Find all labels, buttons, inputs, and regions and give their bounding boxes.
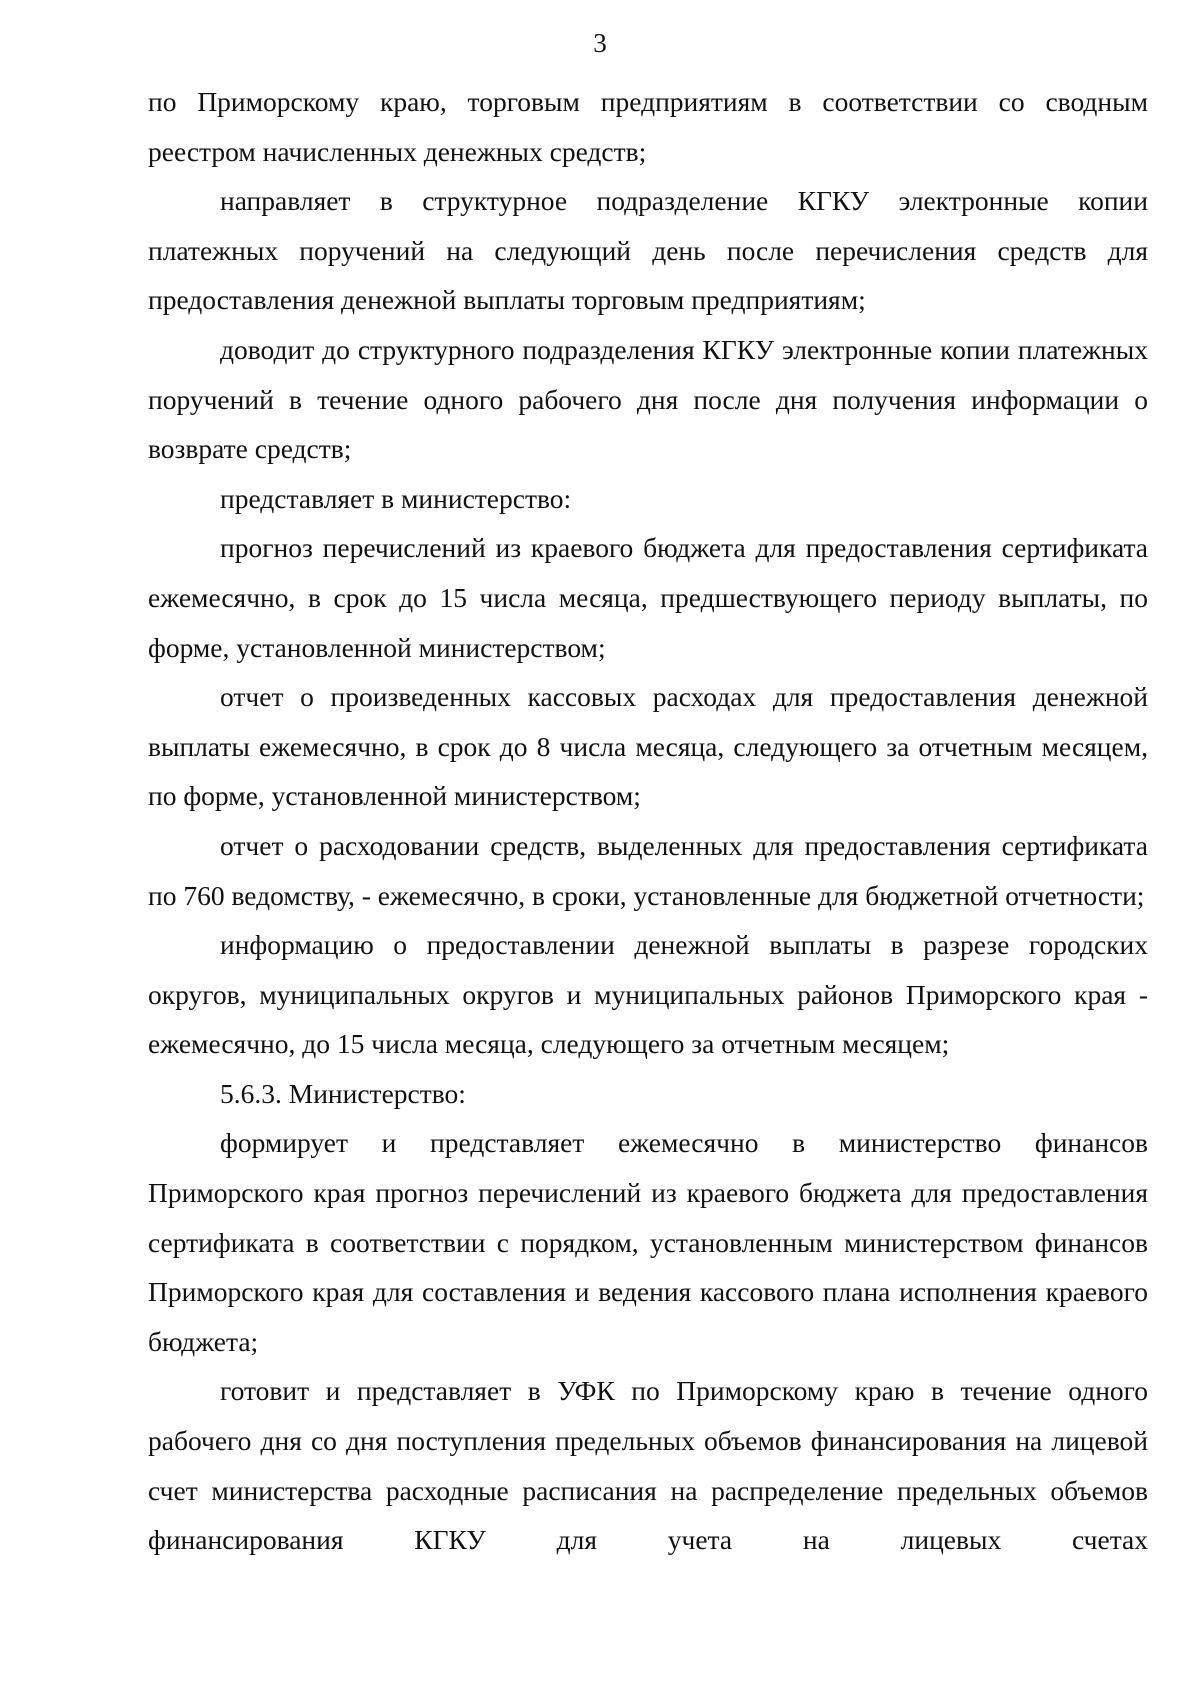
page-number: 3	[593, 28, 607, 58]
document-body	[148, 77, 1148, 1565]
paragraph-ministry-forecast: формирует и представляет ежемесячно в министерство финансов Приморского края прогноз перечислений из краевого бюджета для предоставления сертификата в соответствии с порядком, установленным министерством финансов Приморского края для составления и ведения кассового плана исполнения краевого бюджета;	[148, 1127, 1148, 1357]
paragraph-district-info: информацию о предоставлении денежной выплаты в разрезе городских округов, муниципальных округов и муниципальных районов Приморского края - ежемесячно, до 15 числа месяца, следующего за отчетным месяцем;	[148, 929, 1148, 1060]
paragraph-delivers-copies: доводит до структурного подразделения КГКУ электронные копии платежных поручений в течение одного рабочего дня после дня получения информации о возврате средств;	[148, 333, 1148, 465]
paragraph-spending-report: отчет о расходовании средств, выделенных для предоставления сертификата по 760 ведомству, - ежемесячно, в сроки, установленные для бюджетной отчетности;	[148, 829, 1148, 911]
section-heading-5-6-3: 5.6.3. Министерство:	[220, 1077, 466, 1109]
paragraph-submits-to-ministry: представляет в министерство:	[220, 482, 572, 514]
paragraph-sends-copies: направляет в структурное подразделение КГКУ электронные копии платежных поручений на следующий день после перечисления средств для предоставления денежной выплаты торговым предприятиям;	[148, 185, 1148, 316]
paragraph-forecast: прогноз перечислений из краевого бюджета для предоставления сертификата ежемесячно, в срок до 15 числа месяца, предшествующего периоду выплаты, по форме, установленной министерством;	[148, 532, 1148, 663]
paragraph-continuation: по Приморскому краю, торговым предприятиям в соответствии со сводным реестром начисленных денежных средств;	[148, 86, 1148, 167]
paragraph-cash-report: отчет о произведенных кассовых расходах для предоставления денежной выплаты ежемесячно, в срок до 8 числа месяца, следующего за отчетным месяцем, по форме, установленной министерством;	[148, 681, 1148, 812]
paragraph-ministry-prepares: готовит и представляет в УФК по Приморскому краю в течение одного рабочего дня со дня поступления предельных объемов финансирования на лицевой счет министерства расходные расписания на распределение предельных объемов финансирования КГКУ для учета на лицевых счетах	[148, 1375, 1148, 1556]
